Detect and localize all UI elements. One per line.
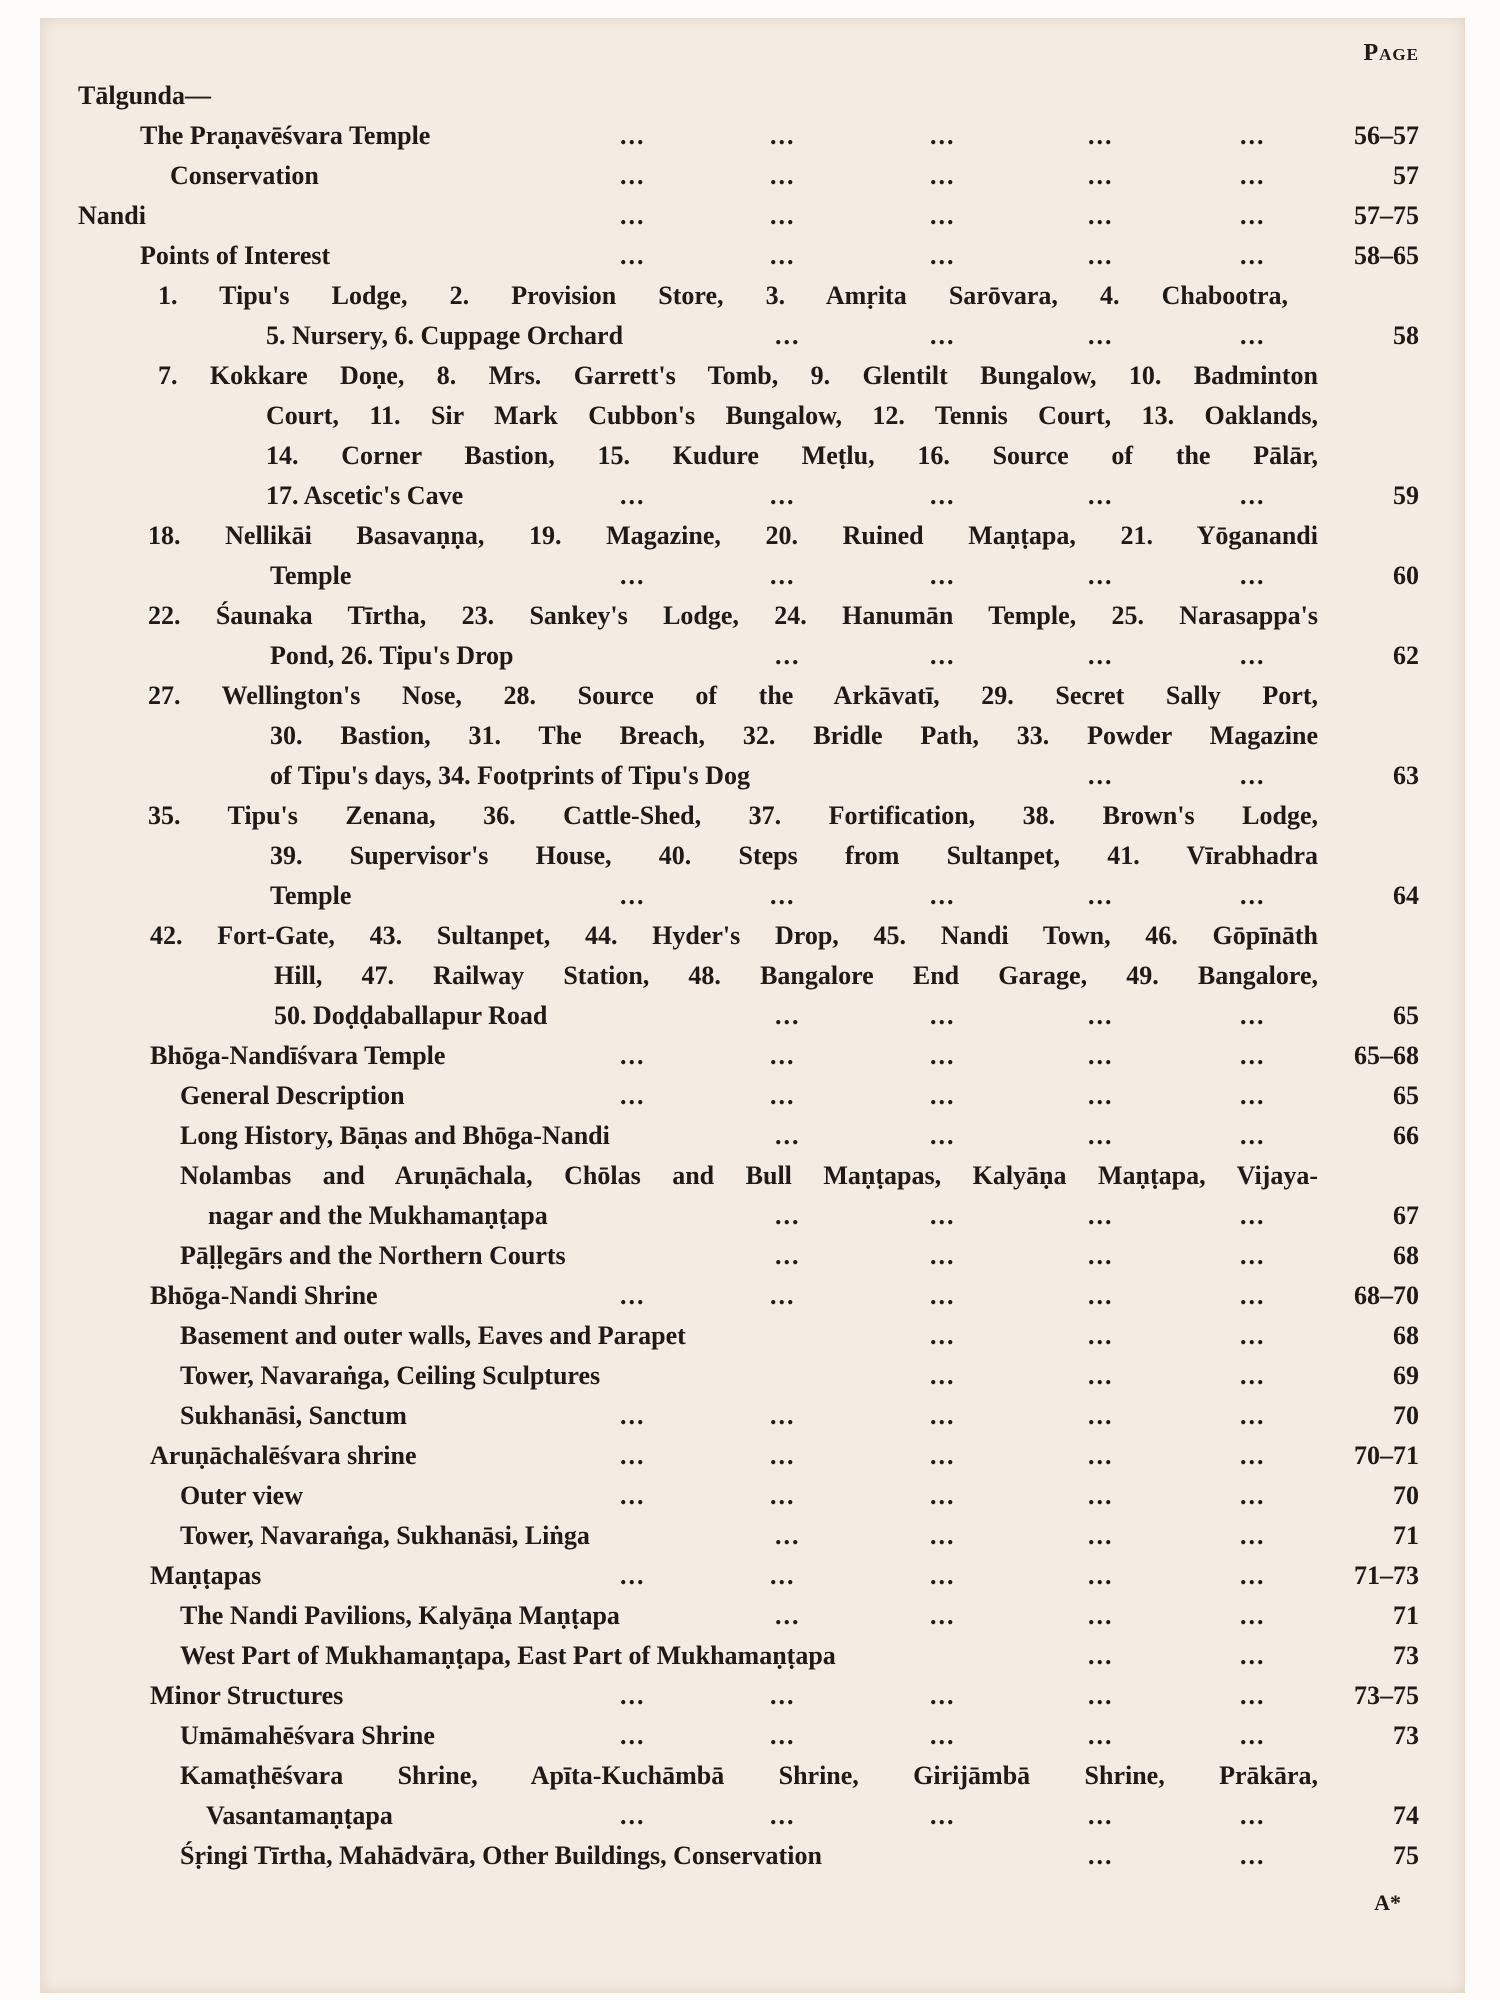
- toc-entry-title: Tower, Navaraṅga, Ceiling Sculptures: [180, 1361, 601, 1390]
- dot-leader: ...: [770, 1561, 796, 1590]
- dot-leader: ...: [1088, 1681, 1114, 1710]
- toc-entry-page-number: 59: [1393, 481, 1419, 510]
- dot-leader: ...: [620, 1441, 646, 1470]
- dot-leader: ...: [1240, 1001, 1266, 1030]
- toc-entry-title: Umāmahēśvara Shrine: [180, 1721, 435, 1750]
- dot-leader: ...: [1088, 201, 1114, 230]
- dot-leader: ...: [930, 121, 956, 150]
- toc-entry-page-number: 68: [1393, 1241, 1419, 1270]
- dot-leader: ...: [1240, 1481, 1266, 1510]
- dot-leader: ...: [1088, 1321, 1114, 1350]
- toc-entry: [40, 1156, 1465, 1196]
- toc-entry-title: Long History, Bāṇas and Bhōga-Nandi: [180, 1121, 610, 1150]
- toc-entry-title: 1. Tipu's Lodge, 2. Provision Store, 3. Amṛita Sarōvara, 4. Chabootra,: [158, 281, 1288, 310]
- toc-entry-title: 42. Fort-Gate, 43. Sultanpet, 44. Hyder's Drop, 45. Nandi Town, 46. Gōpīnāth: [150, 921, 1318, 950]
- toc-entry-title: Vasantamaṇṭapa: [206, 1801, 393, 1830]
- dot-leader: ...: [1088, 1481, 1114, 1510]
- toc-entry-title: Conservation: [170, 161, 319, 190]
- toc-entry: [40, 1636, 1465, 1676]
- toc-entry-title: Nolambas and Aruṇāchala, Chōlas and Bull Maṇṭapas, Kalyāṇa Maṇṭapa, Vijaya-: [180, 1161, 1318, 1190]
- toc-entry: [40, 716, 1465, 756]
- dot-leader: ...: [1088, 321, 1114, 350]
- toc-entry-page-number: 69: [1393, 1361, 1419, 1390]
- dot-leader: ...: [930, 1521, 956, 1550]
- dot-leader: ...: [1240, 1121, 1266, 1150]
- toc-entry-title: 39. Supervisor's House, 40. Steps from Sultanpet, 41. Vīrabhadra: [270, 841, 1318, 870]
- dot-leader: ...: [1088, 1081, 1114, 1110]
- toc-entry-page-number: 63: [1393, 761, 1419, 790]
- page-column-header: Page: [1363, 40, 1419, 66]
- toc-entry-page-number: 65–68: [1354, 1041, 1419, 1070]
- toc-entry: [40, 1116, 1465, 1156]
- toc-entry-page-number: 65: [1393, 1001, 1419, 1030]
- toc-entry: [40, 956, 1465, 996]
- toc-entry: [40, 1236, 1465, 1276]
- toc-entry-title: Hill, 47. Railway Station, 48. Bangalore End Garage, 49. Bangalore,: [274, 961, 1318, 990]
- toc-entry-page-number: 56–57: [1354, 121, 1419, 150]
- dot-leader: ...: [1240, 1841, 1266, 1870]
- dot-leader: ...: [1088, 1121, 1114, 1150]
- document-page: [40, 18, 1465, 1993]
- toc-entry: [40, 116, 1465, 156]
- dot-leader: ...: [620, 1561, 646, 1590]
- toc-entry: [40, 1516, 1465, 1556]
- dot-leader: ...: [930, 1601, 956, 1630]
- dot-leader: ...: [770, 1281, 796, 1310]
- toc-entry-page-number: 71–73: [1354, 1561, 1419, 1590]
- dot-leader: ...: [775, 1241, 801, 1270]
- dot-leader: ...: [1088, 1721, 1114, 1750]
- dot-leader: ...: [1088, 1841, 1114, 1870]
- toc-entry: [40, 276, 1465, 316]
- toc-entry: [40, 476, 1465, 516]
- dot-leader: ...: [930, 161, 956, 190]
- dot-leader: ...: [775, 1201, 801, 1230]
- toc-entry: [40, 1756, 1465, 1796]
- dot-leader: ...: [620, 1041, 646, 1070]
- dot-leader: ...: [620, 481, 646, 510]
- dot-leader: ...: [1240, 241, 1266, 270]
- toc-entry-title: Kamaṭhēśvara Shrine, Apīta-Kuchāmbā Shrine, Girijāmbā Shrine, Prākāra,: [180, 1761, 1318, 1790]
- dot-leader: ...: [770, 241, 796, 270]
- toc-entry-title: Outer view: [180, 1481, 303, 1510]
- dot-leader: ...: [770, 561, 796, 590]
- toc-entry: [40, 1036, 1465, 1076]
- toc-entry-title: The Praṇavēśvara Temple: [140, 121, 431, 150]
- dot-leader: ...: [1240, 1081, 1266, 1110]
- toc-entry: [40, 1596, 1465, 1636]
- dot-leader: ...: [1088, 1801, 1114, 1830]
- toc-entry: [40, 1836, 1465, 1876]
- toc-entry: [40, 1476, 1465, 1516]
- dot-leader: ...: [1240, 1681, 1266, 1710]
- toc-entry-title: Temple: [270, 881, 352, 910]
- toc-entry-title: West Part of Mukhamaṇṭapa, East Part of Mukhamaṇṭapa: [180, 1641, 836, 1670]
- dot-leader: ...: [930, 321, 956, 350]
- toc-entry-title: 50. Doḍḍaballapur Road: [274, 1001, 548, 1030]
- toc-entry-page-number: 71: [1393, 1601, 1419, 1630]
- dot-leader: ...: [1240, 1601, 1266, 1630]
- dot-leader: ...: [1240, 1361, 1266, 1390]
- dot-leader: ...: [770, 1721, 796, 1750]
- toc-entry-page-number: 73–75: [1354, 1681, 1419, 1710]
- toc-entry: [40, 1796, 1465, 1836]
- toc-entry: [40, 596, 1465, 636]
- dot-leader: ...: [770, 1081, 796, 1110]
- toc-entry-page-number: 67: [1393, 1201, 1419, 1230]
- dot-leader: ...: [775, 321, 801, 350]
- toc-entry: [40, 756, 1465, 796]
- toc-entry-page-number: 73: [1393, 1721, 1419, 1750]
- dot-leader: ...: [620, 881, 646, 910]
- toc-entry-page-number: 74: [1393, 1801, 1419, 1830]
- dot-leader: ...: [775, 1601, 801, 1630]
- dot-leader: ...: [1240, 1441, 1266, 1470]
- toc-entry: [40, 876, 1465, 916]
- toc-entry-page-number: 57: [1393, 161, 1419, 190]
- toc-entry: [40, 996, 1465, 1036]
- toc-entry: [40, 1196, 1465, 1236]
- toc-entry: [40, 1276, 1465, 1316]
- dot-leader: ...: [1240, 1561, 1266, 1590]
- toc-entry: [40, 1556, 1465, 1596]
- dot-leader: ...: [1088, 881, 1114, 910]
- toc-entry: [40, 1716, 1465, 1756]
- toc-entry-title: Pāḷḷegārs and the Northern Courts: [180, 1241, 566, 1270]
- dot-leader: ...: [1240, 641, 1266, 670]
- toc-entry-page-number: 75: [1393, 1841, 1419, 1870]
- dot-leader: ...: [1088, 121, 1114, 150]
- dot-leader: ...: [930, 241, 956, 270]
- dot-leader: ...: [930, 1561, 956, 1590]
- toc-entry: [40, 156, 1465, 196]
- dot-leader: ...: [1088, 481, 1114, 510]
- toc-entry-title: Nandi: [78, 201, 146, 230]
- toc-entry: [40, 636, 1465, 676]
- dot-leader: ...: [1240, 481, 1266, 510]
- dot-leader: ...: [620, 1401, 646, 1430]
- dot-leader: ...: [930, 561, 956, 590]
- toc-entry-page-number: 70: [1393, 1481, 1419, 1510]
- dot-leader: ...: [1088, 1241, 1114, 1270]
- toc-entry-page-number: 70: [1393, 1401, 1419, 1430]
- dot-leader: ...: [1088, 1281, 1114, 1310]
- dot-leader: ...: [930, 1481, 956, 1510]
- toc-entry-page-number: 70–71: [1354, 1441, 1419, 1470]
- toc-entry: [40, 1396, 1465, 1436]
- toc-entry-title: Bhōga-Nandi Shrine: [150, 1281, 378, 1310]
- toc-entry: [40, 676, 1465, 716]
- dot-leader: ...: [770, 481, 796, 510]
- dot-leader: ...: [930, 881, 956, 910]
- dot-leader: ...: [620, 121, 646, 150]
- toc-entry-title: Points of Interest: [140, 241, 331, 270]
- toc-entry-title: Aruṇāchalēśvara shrine: [150, 1441, 417, 1470]
- dot-leader: ...: [1240, 1721, 1266, 1750]
- toc-entry-title: 22. Śaunaka Tīrtha, 23. Sankey's Lodge, 24. Hanumān Temple, 25. Narasappa's: [148, 601, 1318, 630]
- toc-entry: [40, 1436, 1465, 1476]
- dot-leader: ...: [1088, 641, 1114, 670]
- toc-entry-page-number: 68–70: [1354, 1281, 1419, 1310]
- toc-entry-page-number: 62: [1393, 641, 1419, 670]
- toc-entry-title: 14. Corner Bastion, 15. Kudure Meṭlu, 16. Source of the Pālār,: [266, 441, 1318, 470]
- toc-entry-title: 30. Bastion, 31. The Breach, 32. Bridle Path, 33. Powder Magazine: [270, 721, 1318, 750]
- dot-leader: ...: [1088, 1441, 1114, 1470]
- dot-leader: ...: [930, 1321, 956, 1350]
- toc-entry: [40, 556, 1465, 596]
- dot-leader: ...: [930, 1241, 956, 1270]
- toc-entry-title: 7. Kokkare Doṇe, 8. Mrs. Garrett's Tomb, 9. Glentilt Bungalow, 10. Badminton: [158, 361, 1318, 390]
- toc-entry-page-number: 58–65: [1354, 241, 1419, 270]
- toc-entry-title: Bhōga-Nandīśvara Temple: [150, 1041, 446, 1070]
- dot-leader: ...: [1088, 761, 1114, 790]
- dot-leader: ...: [775, 641, 801, 670]
- dot-leader: ...: [1240, 1281, 1266, 1310]
- toc-entry: [40, 76, 1465, 116]
- dot-leader: ...: [930, 1281, 956, 1310]
- toc-entry-title: Tower, Navaraṅga, Sukhanāsi, Liṅga: [180, 1521, 590, 1550]
- dot-leader: ...: [1240, 1041, 1266, 1070]
- dot-leader: ...: [775, 1521, 801, 1550]
- toc-entry-page-number: 64: [1393, 881, 1419, 910]
- dot-leader: ...: [770, 881, 796, 910]
- toc-entry-title: 18. Nellikāi Basavaṇṇa, 19. Magazine, 20. Ruined Maṇṭapa, 21. Yōganandi: [148, 521, 1318, 550]
- dot-leader: ...: [930, 1041, 956, 1070]
- toc-entry-title: Pond, 26. Tipu's Drop: [270, 641, 514, 670]
- dot-leader: ...: [620, 241, 646, 270]
- dot-leader: ...: [1240, 1521, 1266, 1550]
- dot-leader: ...: [770, 1481, 796, 1510]
- toc-entry: [40, 916, 1465, 956]
- dot-leader: ...: [1088, 1601, 1114, 1630]
- toc-entry: [40, 1356, 1465, 1396]
- toc-entry-page-number: 71: [1393, 1521, 1419, 1550]
- dot-leader: ...: [1240, 1201, 1266, 1230]
- dot-leader: ...: [770, 1681, 796, 1710]
- toc-entry-title: 35. Tipu's Zenana, 36. Cattle-Shed, 37. Fortification, 38. Brown's Lodge,: [148, 801, 1318, 830]
- toc-entry: [40, 316, 1465, 356]
- dot-leader: ...: [1240, 201, 1266, 230]
- toc-entry-title: 17. Ascetic's Cave: [266, 481, 464, 510]
- dot-leader: ...: [1240, 1801, 1266, 1830]
- toc-entry: [40, 356, 1465, 396]
- dot-leader: ...: [620, 561, 646, 590]
- dot-leader: ...: [620, 1481, 646, 1510]
- dot-leader: ...: [1088, 1561, 1114, 1590]
- dot-leader: ...: [620, 1721, 646, 1750]
- toc-entry-page-number: 66: [1393, 1121, 1419, 1150]
- dot-leader: ...: [1088, 1201, 1114, 1230]
- toc-entry-title: Tālgunda—: [78, 81, 211, 110]
- toc-entry-title: 5. Nursery, 6. Cuppage Orchard: [266, 321, 624, 350]
- dot-leader: ...: [1088, 561, 1114, 590]
- toc-entry-title: 27. Wellington's Nose, 28. Source of the Arkāvatī, 29. Secret Sally Port,: [148, 681, 1318, 710]
- dot-leader: ...: [930, 1001, 956, 1030]
- toc-entry-page-number: 65: [1393, 1081, 1419, 1110]
- dot-leader: ...: [775, 1121, 801, 1150]
- toc-entry: [40, 1676, 1465, 1716]
- toc-entry-title: Śṛingi Tīrtha, Mahādvāra, Other Buildings, Conservation: [180, 1841, 822, 1870]
- toc-entry-title: General Description: [180, 1081, 405, 1110]
- dot-leader: ...: [620, 1281, 646, 1310]
- dot-leader: ...: [775, 1001, 801, 1030]
- dot-leader: ...: [620, 1801, 646, 1830]
- toc-entry: [40, 396, 1465, 436]
- toc-entry-title: The Nandi Pavilions, Kalyāṇa Maṇṭapa: [180, 1601, 620, 1630]
- dot-leader: ...: [770, 1041, 796, 1070]
- dot-leader: ...: [770, 1401, 796, 1430]
- dot-leader: ...: [1088, 1401, 1114, 1430]
- dot-leader: ...: [770, 121, 796, 150]
- toc-entry-title: Basement and outer walls, Eaves and Parapet: [180, 1321, 686, 1350]
- dot-leader: ...: [930, 1681, 956, 1710]
- toc-entry: [40, 236, 1465, 276]
- toc-entry-page-number: 73: [1393, 1641, 1419, 1670]
- dot-leader: ...: [1240, 321, 1266, 350]
- toc-entry-title: Temple: [270, 561, 352, 590]
- dot-leader: ...: [1088, 241, 1114, 270]
- toc-entry-title: Maṇṭapas: [150, 1561, 262, 1590]
- dot-leader: ...: [930, 641, 956, 670]
- toc-entry: [40, 516, 1465, 556]
- toc-entry: [40, 1076, 1465, 1116]
- dot-leader: ...: [1088, 1041, 1114, 1070]
- toc-entry: [40, 1316, 1465, 1356]
- dot-leader: ...: [930, 1201, 956, 1230]
- toc-entry-page-number: 60: [1393, 561, 1419, 590]
- dot-leader: ...: [1240, 761, 1266, 790]
- toc-entry-title: Court, 11. Sir Mark Cubbon's Bungalow, 12. Tennis Court, 13. Oaklands,: [266, 401, 1318, 430]
- dot-leader: ...: [1240, 881, 1266, 910]
- dot-leader: ...: [770, 161, 796, 190]
- dot-leader: ...: [1240, 1641, 1266, 1670]
- toc-entry-page-number: 58: [1393, 321, 1419, 350]
- dot-leader: ...: [930, 1401, 956, 1430]
- signature-mark: A*: [1374, 1890, 1401, 1915]
- dot-leader: ...: [770, 201, 796, 230]
- dot-leader: ...: [1088, 1001, 1114, 1030]
- toc-entry-page-number: 57–75: [1354, 201, 1419, 230]
- toc-entry: [40, 196, 1465, 236]
- dot-leader: ...: [620, 1081, 646, 1110]
- dot-leader: ...: [1088, 161, 1114, 190]
- toc-entry: [40, 796, 1465, 836]
- dot-leader: ...: [620, 201, 646, 230]
- dot-leader: ...: [930, 1081, 956, 1110]
- dot-leader: ...: [1240, 1241, 1266, 1270]
- dot-leader: ...: [930, 1801, 956, 1830]
- dot-leader: ...: [620, 161, 646, 190]
- dot-leader: ...: [930, 1361, 956, 1390]
- dot-leader: ...: [1088, 1641, 1114, 1670]
- dot-leader: ...: [1240, 1401, 1266, 1430]
- toc-entry-title: of Tipu's days, 34. Footprints of Tipu's Dog: [270, 761, 750, 790]
- dot-leader: ...: [1240, 161, 1266, 190]
- toc-entry-page-number: 68: [1393, 1321, 1419, 1350]
- dot-leader: ...: [620, 1681, 646, 1710]
- toc-entry-title: Minor Structures: [150, 1681, 344, 1710]
- dot-leader: ...: [770, 1441, 796, 1470]
- dot-leader: ...: [930, 481, 956, 510]
- dot-leader: ...: [930, 201, 956, 230]
- dot-leader: ...: [930, 1121, 956, 1150]
- dot-leader: ...: [770, 1801, 796, 1830]
- toc-entry-title: Sukhanāsi, Sanctum: [180, 1401, 407, 1430]
- toc-entry: [40, 836, 1465, 876]
- dot-leader: ...: [1240, 561, 1266, 590]
- dot-leader: ...: [930, 1721, 956, 1750]
- dot-leader: ...: [1240, 1321, 1266, 1350]
- toc-entry: [40, 436, 1465, 476]
- dot-leader: ...: [1088, 1361, 1114, 1390]
- toc-entry-title: nagar and the Mukhamaṇṭapa: [208, 1201, 548, 1230]
- dot-leader: ...: [1088, 1521, 1114, 1550]
- dot-leader: ...: [930, 1441, 956, 1470]
- dot-leader: ...: [1240, 121, 1266, 150]
